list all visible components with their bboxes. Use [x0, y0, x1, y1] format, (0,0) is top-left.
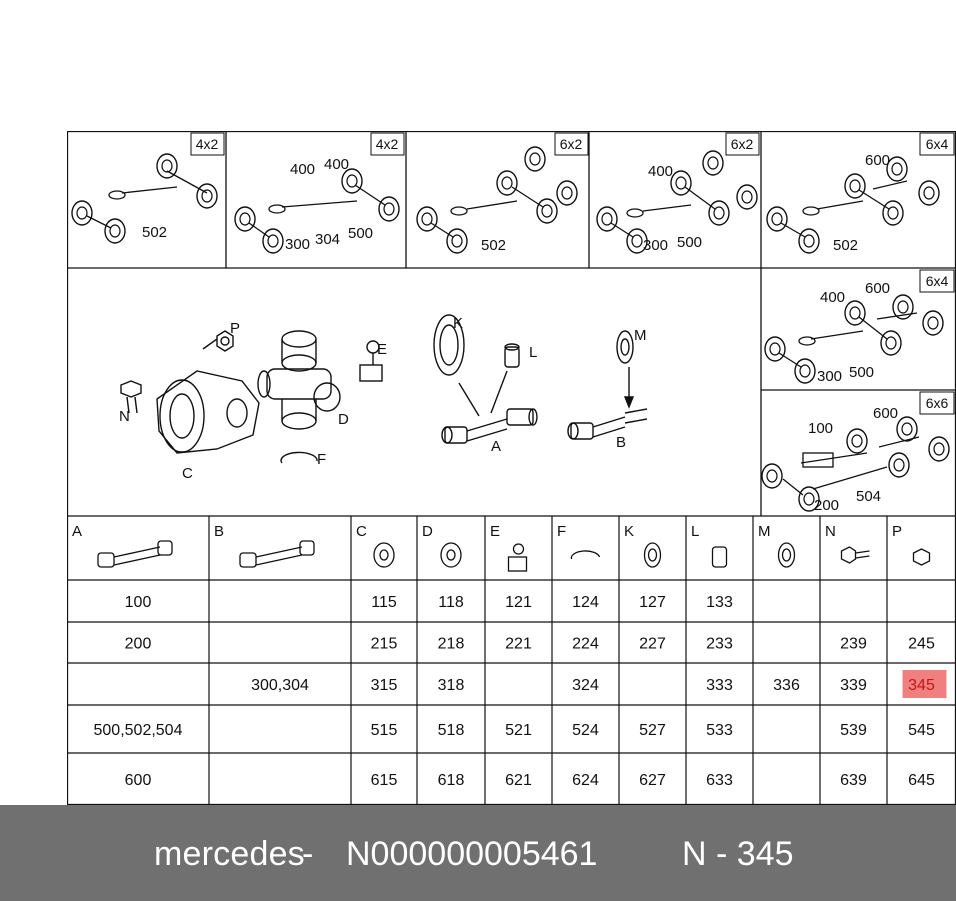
table-cell: 518: [437, 722, 465, 739]
table-cell: 124: [572, 594, 599, 611]
table-header-k: K: [624, 523, 635, 540]
table-header-m: M: [758, 523, 771, 540]
table-header-icon-b: [240, 541, 314, 567]
table-cell: 245: [908, 635, 935, 653]
table-header-c: C: [356, 523, 367, 540]
parts-table: [67, 516, 956, 805]
table-header-l: L: [691, 523, 700, 540]
table-header-icon-k: [645, 543, 661, 567]
table-cell: 624: [572, 772, 599, 789]
table-cell: 524: [572, 722, 599, 739]
table-cell: 100: [124, 594, 152, 611]
panel-7-config: 6x6: [925, 395, 949, 411]
table-cell: 339: [840, 677, 867, 694]
part-letter-p: P: [230, 320, 241, 337]
table-cell: 118: [438, 594, 464, 611]
table-header-d: D: [422, 523, 433, 540]
table-header-icon-p: [914, 549, 930, 565]
table-header-icon-c: [374, 543, 394, 567]
frame: [67, 131, 956, 805]
panel-6-label-2: 600: [865, 280, 891, 297]
part-letter-d: D: [338, 411, 349, 428]
panel-2-label-1: 400: [290, 161, 316, 178]
part-letter-b: B: [616, 434, 627, 451]
table-cell: 627: [639, 772, 666, 789]
table-cell: 345: [908, 677, 935, 694]
table-header-icon-e: [509, 544, 527, 571]
panel-7-label-2: 600: [873, 405, 899, 422]
part-letter-c: C: [182, 465, 193, 482]
footer-separator: -: [302, 835, 314, 873]
table-cell: 200: [124, 635, 152, 653]
panel-1-config: 4x2: [195, 136, 219, 152]
table-cell: 239: [840, 635, 867, 653]
panel-7-label-4: 504: [856, 488, 882, 505]
parts-diagram: [67, 131, 956, 805]
table-cell: 218: [437, 635, 465, 653]
table-cell: 315: [370, 677, 398, 694]
panel-5-label-1: 600: [865, 152, 891, 169]
panel-2-label-4: 304: [315, 231, 341, 248]
table-cell: 133: [706, 594, 733, 611]
panel-6-label-1: 400: [820, 289, 846, 306]
table-cell: 527: [639, 722, 666, 739]
part-letter-l: L: [529, 344, 538, 361]
table-cell: 233: [706, 635, 733, 653]
table-cell: 515: [370, 722, 398, 739]
table-cell: 318: [437, 677, 465, 694]
panel-6-label-3: 300: [817, 368, 843, 385]
panel-4-label-1: 400: [648, 163, 674, 180]
panel-4-label-3: 500: [677, 234, 703, 251]
table-header-f: F: [557, 523, 567, 540]
footer-brand: mercedes: [154, 835, 305, 873]
panel-6-config: 6x4: [925, 273, 949, 289]
table-cell: 639: [840, 772, 867, 789]
part-letter-a: A: [491, 438, 502, 455]
table-header-icon-a: [98, 541, 172, 567]
table-header-n: N: [825, 523, 836, 540]
footer-bar: [0, 805, 956, 901]
table-header-icon-d: [441, 543, 461, 567]
part-letter-k: K: [453, 315, 464, 332]
panel-1-label-1: 502: [142, 224, 168, 241]
panel-7-label-3: 200: [814, 497, 840, 514]
table-header-icon-l: [713, 547, 727, 567]
panel-7-label-1: 100: [808, 420, 834, 437]
table-cell: 121: [505, 594, 532, 611]
panel-2-label-2: 400: [324, 156, 350, 173]
table-cell: 127: [639, 594, 666, 611]
table-header-icon-f: [571, 551, 599, 559]
panel-2-label-3: 300: [285, 236, 311, 253]
panel-6-label-4: 500: [849, 364, 875, 381]
table-cell: 521: [505, 722, 532, 739]
panel-4-config: 6x2: [730, 136, 754, 152]
table-header-b: B: [214, 523, 225, 540]
table-cell: 539: [840, 722, 867, 739]
table-cell: 621: [505, 772, 532, 789]
table-cell: 336: [773, 677, 800, 694]
table-cell: 618: [437, 772, 465, 789]
panel-5-config: 6x4: [925, 136, 949, 152]
table-cell: 215: [370, 635, 398, 653]
panel-4-label-2: 300: [643, 237, 669, 254]
part-letter-e: E: [377, 341, 388, 358]
table-cell: 645: [908, 772, 935, 789]
table-cell: 115: [371, 594, 397, 611]
footer-part-number: N000000005461: [346, 835, 598, 873]
table-header-a: A: [72, 523, 83, 540]
table-cell: 500,502,504: [93, 722, 183, 739]
table-cell: 227: [639, 635, 666, 653]
panel-2-label-5: 500: [348, 225, 374, 242]
panel-3-config: 6x2: [559, 136, 583, 152]
table-cell: 224: [572, 635, 599, 653]
part-letter-n: N: [119, 408, 130, 425]
table-header-e: E: [490, 523, 501, 540]
table-cell: 615: [370, 772, 398, 789]
part-letter-m: M: [634, 327, 647, 344]
panel-3-label-1: 502: [481, 237, 507, 254]
panel-5-label-2: 502: [833, 237, 859, 254]
panel-2-config: 4x2: [375, 136, 399, 152]
table-cell: 221: [505, 635, 532, 653]
table-header-icon-n: [842, 547, 870, 563]
table-header-p: P: [892, 523, 903, 540]
table-cell: 324: [572, 677, 599, 694]
table-cell: 600: [124, 772, 152, 789]
table-cell: 533: [706, 722, 733, 739]
table-header-icon-m: [779, 543, 795, 567]
table-cell: 333: [706, 677, 733, 694]
table-cell: 633: [706, 772, 733, 789]
table-cell: 300,304: [251, 677, 309, 694]
part-letter-f: F: [317, 451, 327, 468]
footer-position: N - 345: [682, 835, 794, 873]
exploded-parts-drawing: [121, 315, 647, 463]
table-cell: 545: [908, 722, 935, 739]
parts-diagram-svg: [67, 131, 956, 805]
